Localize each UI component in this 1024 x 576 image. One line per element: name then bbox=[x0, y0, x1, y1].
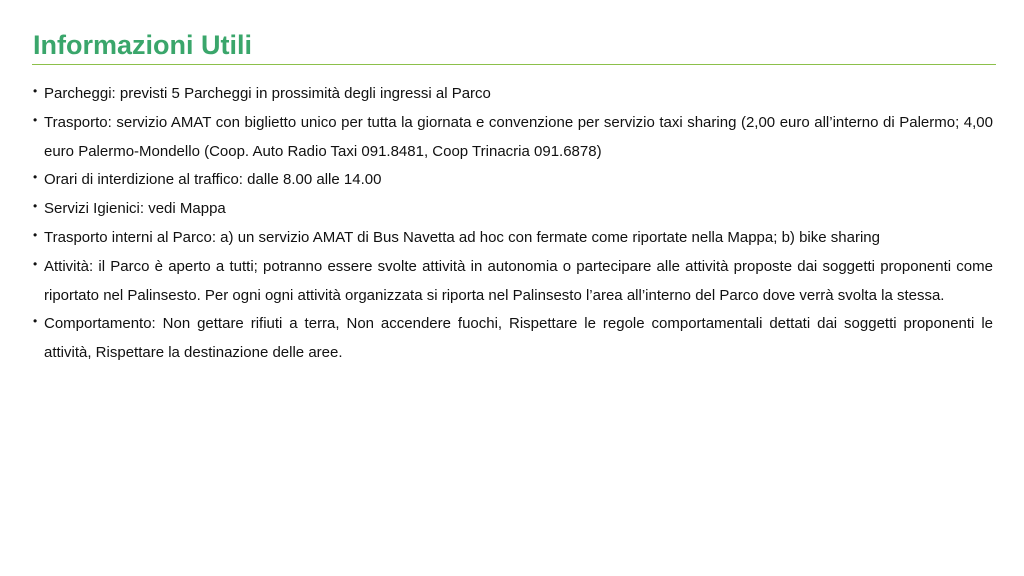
bullet-list bbox=[33, 80, 993, 368]
bullet-dot-icon: • bbox=[33, 199, 38, 214]
bullet-dot-icon: • bbox=[33, 227, 38, 242]
list-item bbox=[33, 224, 993, 253]
list-item-text: Comportamento: Non gettare rifiuti a terra, Non accendere fuochi, Rispettare le regole comportamentali dettati dai soggetti proponenti le attività, Rispettare la destinazione delle aree. bbox=[44, 315, 993, 362]
list-item bbox=[33, 195, 993, 224]
bullet-dot-icon: • bbox=[33, 112, 38, 127]
bullet-dot-icon: • bbox=[33, 256, 38, 271]
bullet-dot-icon: • bbox=[33, 170, 38, 185]
list-item-text: Attività: il Parco è aperto a tutti; potranno essere svolte attività in autonomia o partecipare alle attività proposte dai soggetti proponenti come riportato nel Palinsesto. Per ogni ogni attività organizzata si riporta nel Palinsesto l’area all’interno del Parco dove verrà svolta la stessa. bbox=[44, 257, 993, 304]
list-item-text: Trasporto interni al Parco: a) un servizio AMAT di Bus Navetta ad hoc con fermate come riportate nella Mappa; b) bike sharing bbox=[44, 228, 880, 246]
title-divider bbox=[32, 64, 996, 65]
bullet-dot-icon: • bbox=[33, 314, 38, 329]
page-title: Informazioni Utili bbox=[33, 30, 252, 60]
list-item-text: Orari di interdizione al traffico: dalle 8.00 alle 14.00 bbox=[44, 171, 382, 189]
list-item bbox=[33, 310, 993, 368]
bullet-dot-icon: • bbox=[33, 84, 38, 98]
list-item bbox=[33, 80, 993, 109]
list-item bbox=[33, 253, 993, 311]
list-item-text: Servizi Igienici: vedi Mappa bbox=[44, 200, 226, 218]
list-item bbox=[33, 109, 993, 167]
list-item-text: Trasporto: servizio AMAT con biglietto unico per tutta la giornata e convenzione per servizio taxi sharing (2,00 euro all’interno di Palermo; 4,00 euro Palermo-Mondello (Coop. Auto Radio Taxi 091.8481, Coop Trinacria 091.6878) bbox=[44, 113, 993, 160]
list-item-text: Parcheggi: previsti 5 Parcheggi in prossimità degli ingressi al Parco bbox=[44, 85, 491, 102]
list-item bbox=[33, 166, 993, 195]
